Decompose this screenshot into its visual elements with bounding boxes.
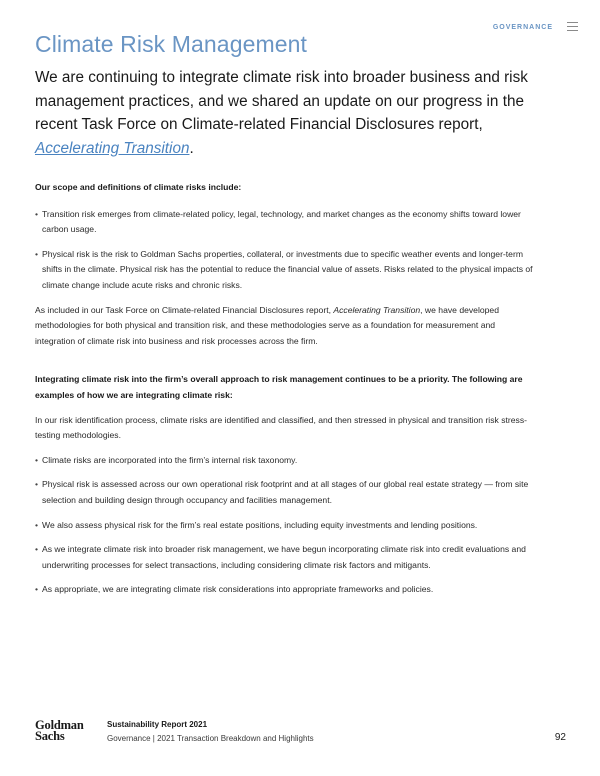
- hamburger-menu-icon[interactable]: [567, 22, 578, 32]
- list-item: • Transition risk emerges from climate-related policy, legal, technology, and market changes as the economy shifts toward lower carbon usage.: [35, 207, 533, 238]
- methodology-text-end: , we have developed methodologies for both physical and transition risk, and these methodologies serve as a foundation for measurement and integration of climate risk into business and risk processes across the firm.: [35, 304, 499, 346]
- list-item: • As we integrate climate risk into broader risk management, we have begun incorporating climate risk into credit evaluations and underwriting processes for select transactions, including considering climate risk factors and mitigants.: [35, 542, 533, 573]
- page-title: Climate Risk Management: [35, 31, 308, 57]
- goldman-sachs-logo[interactable]: [35, 720, 95, 742]
- list-item: • Climate risks are incorporated into the firm’s internal risk taxonomy.: [35, 453, 533, 469]
- methodology-text: As included in our Task Force on Climate-related Financial Disclosures report,: [35, 304, 334, 315]
- report-title-italic: Accelerating Transition: [333, 304, 421, 315]
- intro-end: .: [189, 139, 194, 157]
- scope-heading: Our scope and definitions of climate risks include:: [35, 182, 242, 192]
- main-content: [35, 180, 533, 598]
- intro-text: We are continuing to integrate climate risk into broader business and risk management practices, and we shared an update on our progress in the recent Task Force on Climate-related Financial Disclosures report,: [35, 69, 528, 133]
- logo-line-2: Sachs: [35, 729, 65, 743]
- list-item: • Physical risk is assessed across our own operational risk footprint and at all stages of our global real estate strategy — from site selection and building design through occupancy and facilities management.: [35, 477, 533, 508]
- accelerating-transition-link[interactable]: Accelerating Transition: [35, 139, 190, 157]
- section-label[interactable]: GOVERNANCE: [492, 23, 553, 31]
- integration-heading: Integrating climate risk into the firm’s overall approach to risk management continues to be a priority. The following are examples of how we are integrating climate risk:: [35, 374, 523, 400]
- intro-paragraph: [35, 66, 535, 160]
- logo-line-1: Goldman: [35, 718, 84, 732]
- breadcrumb[interactable]: Governance | 2021 Transaction Breakdown and Highlights: [107, 734, 314, 743]
- page-number: 92: [554, 732, 566, 743]
- list-item: • Physical risk is the risk to Goldman Sachs properties, collateral, or investments due to specific weather events and longer-term shifts in the climate. Physical risk has the potential to reduce the financial value of assets. Risks related to the physical impacts of climate change include acute risks and chronic risks.: [35, 247, 533, 294]
- list-item: • We also assess physical risk for the firm’s real estate positions, including equity investments and lending positions.: [35, 518, 533, 534]
- top-nav: [493, 22, 578, 32]
- page-footer: [35, 720, 566, 746]
- list-item: • As appropriate, we are integrating climate risk considerations into appropriate frameworks and policies.: [35, 582, 533, 598]
- report-title: Sustainability Report 2021: [107, 720, 208, 729]
- integration-intro: In our risk identification process, climate risks are identified and classified, and then stressed in physical and transition risk stress-testing methodologies.: [35, 414, 527, 441]
- methodology-paragraph: [35, 303, 533, 350]
